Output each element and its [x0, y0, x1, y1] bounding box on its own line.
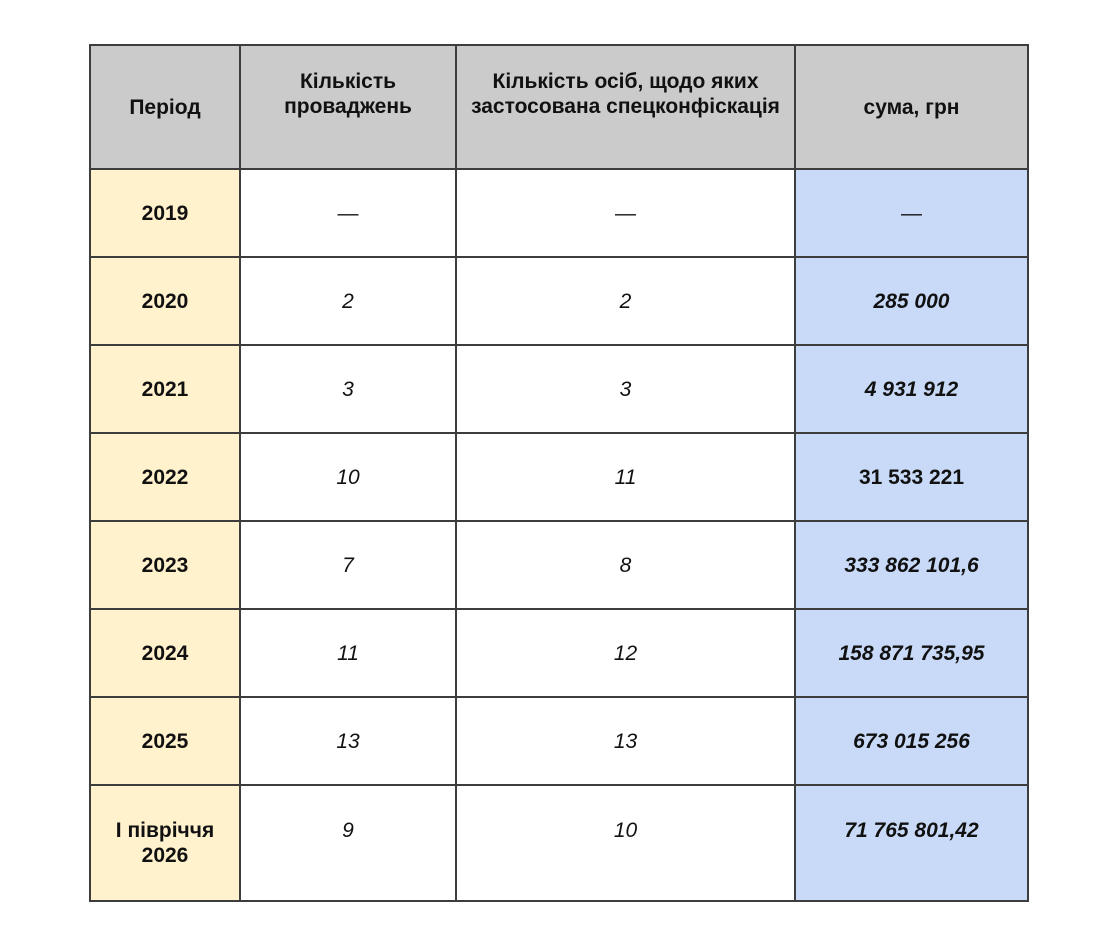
table-row	[90, 521, 1028, 609]
sum-cell: 673 015 256	[795, 697, 1028, 785]
header-sum: сума, грн	[795, 45, 1028, 169]
sum-cell: 31 533 221	[795, 433, 1028, 521]
persons-cell	[456, 785, 795, 901]
sum-cell: 4 931 912	[795, 345, 1028, 433]
persons-value: 10	[613, 818, 638, 842]
persons-cell: —	[456, 169, 795, 257]
period-label: І півріччя 2026	[115, 819, 215, 867]
sum-cell: 285 000	[795, 257, 1028, 345]
period-cell: 2020	[90, 257, 240, 345]
table-body	[90, 169, 1028, 901]
period-cell: 2021	[90, 345, 240, 433]
period-cell: 2025	[90, 697, 240, 785]
proceedings-cell	[240, 785, 456, 901]
proceedings-cell: —	[240, 169, 456, 257]
proceedings-cell: 11	[240, 609, 456, 697]
persons-cell: 13	[456, 697, 795, 785]
persons-cell: 8	[456, 521, 795, 609]
table-row	[90, 345, 1028, 433]
period-cell: 2019	[90, 169, 240, 257]
header-proceedings-label: Кількість проваджень	[284, 70, 412, 118]
proceedings-cell: 3	[240, 345, 456, 433]
table-row	[90, 257, 1028, 345]
proceedings-cell: 13	[240, 697, 456, 785]
period-cell: 2022	[90, 433, 240, 521]
persons-cell: 11	[456, 433, 795, 521]
proceedings-cell: 10	[240, 433, 456, 521]
sum-cell: —	[795, 169, 1028, 257]
sum-value: 71 765 801,42	[844, 818, 979, 842]
table-header	[90, 45, 1028, 169]
proceedings-value: 9	[342, 818, 354, 842]
header-persons-label: Кількість осіб, щодо яких застосована спецконфіскація	[471, 70, 780, 118]
persons-cell: 12	[456, 609, 795, 697]
sum-cell	[795, 785, 1028, 901]
persons-cell: 3	[456, 345, 795, 433]
header-persons	[456, 45, 795, 169]
persons-cell: 2	[456, 257, 795, 345]
period-cell: 2024	[90, 609, 240, 697]
header-proceedings	[240, 45, 456, 169]
table-row	[90, 609, 1028, 697]
proceedings-cell: 2	[240, 257, 456, 345]
header-row	[90, 45, 1028, 169]
table-row	[90, 433, 1028, 521]
proceedings-cell: 7	[240, 521, 456, 609]
sum-cell: 158 871 735,95	[795, 609, 1028, 697]
header-period: Період	[90, 45, 240, 169]
period-cell	[90, 785, 240, 901]
table-row	[90, 169, 1028, 257]
table-row	[90, 785, 1028, 901]
speckonfiskatsiia-table	[89, 44, 1029, 902]
sum-cell: 333 862 101,6	[795, 521, 1028, 609]
period-cell: 2023	[90, 521, 240, 609]
table-row	[90, 697, 1028, 785]
